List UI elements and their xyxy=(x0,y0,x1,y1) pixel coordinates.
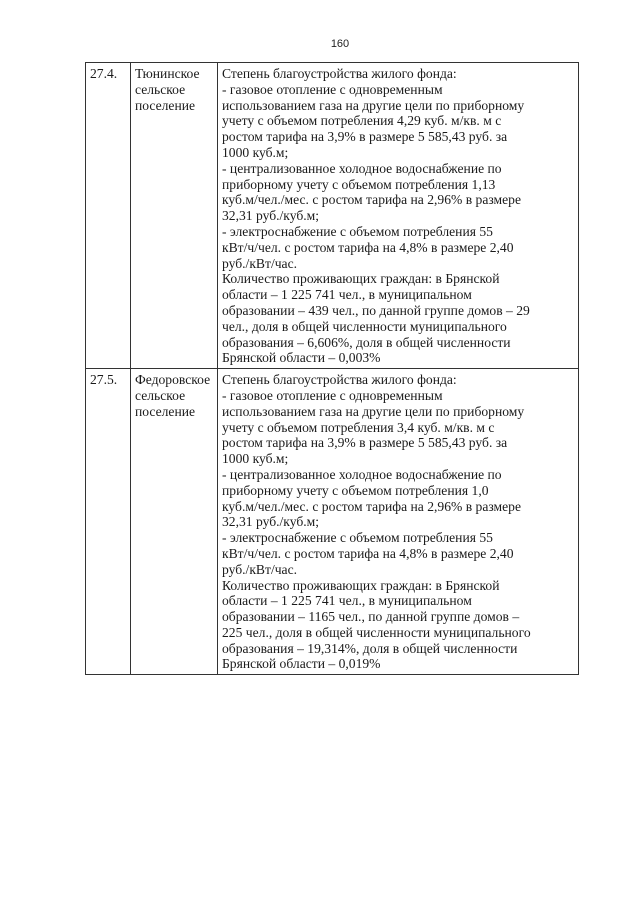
settlement-name-line: Тюнинское xyxy=(135,66,200,81)
settlement-name-line: Федоровское xyxy=(135,372,211,388)
description-line: - электроснабжение с объемом потребления 55 xyxy=(222,530,493,546)
description-line: ростом тарифа на 3,9% в размере 5 585,43 руб. за xyxy=(222,435,508,451)
settlement-table xyxy=(85,62,579,675)
description-line: 32,31 руб./куб.м; xyxy=(222,514,320,530)
page-number: 160 xyxy=(330,38,350,50)
description-line: куб.м/чел./мес. с ростом тарифа на 2,96% в размере xyxy=(222,498,522,514)
description-line: кВт/ч/чел. с ростом тарифа на 4,8% в размере 2,40 xyxy=(222,239,514,255)
description-line: руб./кВт/час. xyxy=(222,255,298,271)
settlement-name xyxy=(131,369,218,675)
description-line: Количество проживающих граждан: в Брянской xyxy=(222,271,500,287)
description-line: приборному учету с объемом потребления 1,0 xyxy=(222,482,489,498)
settlement-name-line: сельское xyxy=(135,81,186,97)
description-line: - централизованное холодное водоснабжение по xyxy=(222,466,502,482)
description-line: 32,31 руб./куб.м; xyxy=(222,208,320,224)
settlement-name-line: поселение xyxy=(135,97,196,113)
settlement-description xyxy=(218,369,579,675)
description-line: куб.м/чел./мес. с ростом тарифа на 2,96% в размере xyxy=(222,192,522,208)
description-line: ростом тарифа на 3,9% в размере 5 585,43 руб. за xyxy=(222,129,508,145)
description-line: Брянской области – 0,003% xyxy=(222,350,381,366)
description-line: области – 1 225 741 чел., в муниципальном xyxy=(222,593,472,609)
description-line: Степень благоустройства жилого фонда: xyxy=(222,66,457,81)
description-line: 1000 куб.м; xyxy=(222,451,289,467)
description-line: Брянской области – 0,019% xyxy=(222,656,381,672)
row-number: 27.4. xyxy=(86,63,131,369)
settlement-name-line: сельское xyxy=(135,387,186,403)
description-line: приборному учету с объемом потребления 1,13 xyxy=(222,176,496,192)
description-line: образования – 6,606%, доля в общей численности xyxy=(222,334,511,350)
row-number: 27.5. xyxy=(86,369,131,675)
description-line: области – 1 225 741 чел., в муниципальном xyxy=(222,287,472,303)
description-line: образовании – 1165 чел., по данной группе домов – xyxy=(222,609,520,625)
description-line: 225 чел., доля в общей численности муниципального xyxy=(222,624,531,640)
description-line: руб./кВт/час. xyxy=(222,561,298,577)
description-line: Степень благоустройства жилого фонда: xyxy=(222,372,457,388)
description-line: учету с объемом потребления 3,4 куб. м/кв. м с xyxy=(222,419,495,435)
table-row xyxy=(86,63,579,369)
description-line: - электроснабжение с объемом потребления 55 xyxy=(222,223,493,239)
description-line: - газовое отопление с одновременным xyxy=(222,387,443,403)
description-line: использованием газа на другие цели по приборному xyxy=(222,403,525,419)
table-row xyxy=(86,369,579,675)
settlement-description xyxy=(218,63,579,369)
description-line: - централизованное холодное водоснабжение по xyxy=(222,160,502,176)
description-line: учету с объемом потребления 4,29 куб. м/кв. м с xyxy=(222,113,502,129)
settlement-name-line: поселение xyxy=(135,403,196,419)
description-line: образования – 19,314%, доля в общей численности xyxy=(222,640,518,656)
settlement-name xyxy=(131,63,218,369)
description-line: чел., доля в общей численности муниципального xyxy=(222,318,507,334)
description-line: - газовое отопление с одновременным xyxy=(222,81,443,97)
description-line: Количество проживающих граждан: в Брянской xyxy=(222,577,500,593)
description-line: 1000 куб.м; xyxy=(222,144,289,160)
description-line: образовании – 439 чел., по данной группе домов – 29 xyxy=(222,302,530,318)
description-line: кВт/ч/чел. с ростом тарифа на 4,8% в размере 2,40 xyxy=(222,545,514,561)
description-line: использованием газа на другие цели по приборному xyxy=(222,97,525,113)
